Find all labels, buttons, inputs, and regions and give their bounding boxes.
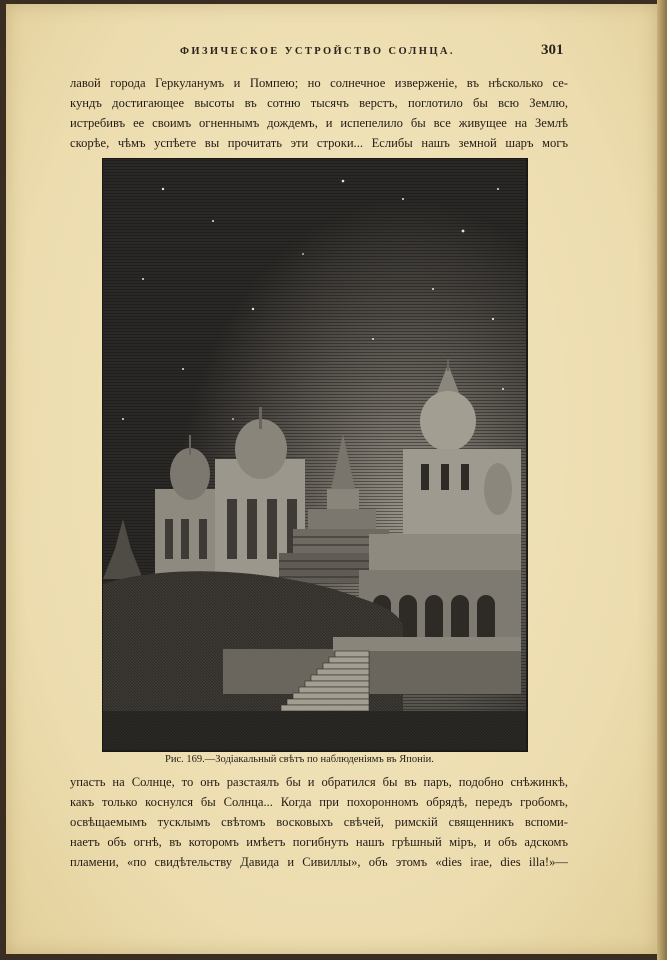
text-line: кундъ достигающее высоты въ сотню тысячъ верстъ, поглотило бы всю Землю, <box>70 96 568 110</box>
text-line: скорѣе, чѣмъ успѣете вы прочитать эти строки... Еслибы нашъ земной шаръ могъ <box>70 136 568 150</box>
text-line: лавой города Геркуланумъ и Помпею; но солнечное изверженіе, въ нѣсколько се- <box>70 76 568 90</box>
body-text-top <box>70 73 568 153</box>
terrace-wall <box>223 649 521 694</box>
page-edge <box>657 0 667 960</box>
figure-caption: Рис. 169.—Зодіакальный свѣтъ по наблюденіямъ въ Японіи. <box>165 754 434 765</box>
body-text-bottom <box>70 772 568 872</box>
text-line: пламени, «по свидѣтельству Давида и Сивиллы», объ этомъ «dies irae, dies illa!»— <box>70 855 568 869</box>
text-line: наетъ объ огнѣ, въ которомъ имѣетъ погибнуть нашъ грѣшный міръ, и объ адскомъ <box>70 835 568 849</box>
running-title: ФИЗИЧЕСКОЕ УСТРОЙСТВО СОЛНЦА. <box>180 46 455 57</box>
page-number: 301 <box>541 42 564 58</box>
text-line: освѣщаемымъ тусклымъ свѣтомъ восковыхъ свѣчей, римскій священникъ вспоми- <box>70 815 568 829</box>
text-line: упасть на Солнце, то онъ разстаялъ бы и обратился бы въ паръ, подобно снѣжинкѣ, <box>70 775 568 789</box>
engraving-illustration <box>102 158 528 752</box>
text-line: какъ только коснулся бы Солнца... Когда при похоронномъ обрядѣ, передъ гробомъ, <box>70 795 568 809</box>
zodiacal-light-engraving <box>103 159 526 750</box>
text-line: истребивъ ее своимъ огненнымъ дождемъ, и испепелило бы все живущее на Землѣ <box>70 116 568 130</box>
